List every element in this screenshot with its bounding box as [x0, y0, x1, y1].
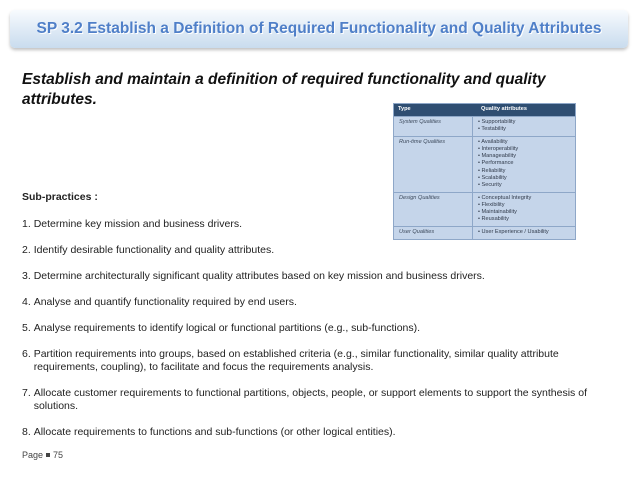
table-header-attributes: Quality attributes — [481, 106, 528, 113]
subpractices-section — [22, 191, 622, 452]
subpractice-item — [22, 244, 622, 257]
subpractice-text: Identify desirable functionality and quality attributes. — [33, 244, 275, 256]
attribute-item: • Performance — [478, 160, 575, 167]
subpractice-item — [22, 387, 622, 413]
slide-title: SP 3.2 Establish a Definition of Required Functionality and Quality Attributes — [36, 20, 602, 37]
attribute-item: • Manageability — [478, 153, 575, 160]
subpractice-item — [22, 348, 622, 374]
subpractice-text: Allocate customer requirements to functional partitions, objects, people, or support elements to support the synthesis of solutions. — [33, 387, 587, 412]
attribute-item: • Scalability — [478, 175, 575, 182]
attribute-item: • Conceptual Integrity — [478, 195, 575, 202]
subpractice-item — [22, 322, 622, 335]
subpractice-text: Determine key mission and business drivers. — [33, 218, 243, 230]
subpractice-text: Partition requirements into groups, based on established criteria (e.g., similar functionality, similar quality attribute requirements, coupling), to facilitate and focus the requirements analysis. — [33, 348, 559, 373]
subpractices-title: Sub-practices : — [22, 191, 98, 203]
table-cell-type: User Qualities — [394, 227, 473, 239]
subpractice-number: 7. — [22, 387, 31, 399]
table-cell-type: Design Qualities — [394, 193, 473, 226]
subpractice-text: Determine architecturally significant quality attributes based on key mission and business drivers. — [33, 270, 485, 282]
subpractice-number: 4. — [22, 296, 31, 308]
attribute-item: • Availability — [478, 139, 575, 146]
table-header-type: Type — [398, 106, 411, 113]
table-row — [394, 136, 575, 192]
subpractice-number: 2. — [22, 244, 31, 256]
table-cell-type: System Qualities — [394, 117, 473, 136]
subpractice-number: 1. — [22, 218, 31, 230]
attribute-item: • Maintainability — [478, 209, 575, 216]
attribute-item: • Interoperability — [478, 146, 575, 153]
attribute-item: • Supportability — [478, 119, 575, 126]
slide-heading: Establish and maintain a definition of required functionality and quality attributes. — [22, 71, 546, 108]
subpractice-text: Analyse requirements to identify logical or functional partitions (e.g., sub-functions). — [33, 322, 421, 334]
subpractice-text: Analyse and quantify functionality required by end users. — [33, 296, 297, 308]
subpractice-item — [22, 218, 622, 231]
bullet-square-icon — [46, 453, 50, 457]
subpractice-number: 8. — [22, 426, 31, 438]
slide-title-bar — [10, 10, 628, 48]
subpractice-number: 5. — [22, 322, 31, 334]
table-cell-attributes — [473, 117, 575, 136]
footer-page-number: 75 — [53, 450, 64, 460]
table-header — [394, 104, 575, 116]
footer-page-label: Page — [22, 450, 44, 460]
table-cell-attributes — [473, 137, 575, 192]
table-row — [394, 116, 575, 136]
subpractice-number: 6. — [22, 348, 31, 360]
subpractice-number: 3. — [22, 270, 31, 282]
attribute-item: • Security — [478, 182, 575, 189]
attribute-item: • Reusability — [478, 216, 575, 223]
table-cell-type: Run-time Qualities — [394, 137, 473, 192]
attribute-item: • Flexibility — [478, 202, 575, 209]
subpractice-item — [22, 270, 622, 283]
attribute-item: • User Experience / Usability — [478, 229, 575, 236]
subpractice-text: Allocate requirements to functions and sub-functions (or other logical entities). — [33, 426, 396, 438]
subpractice-item — [22, 426, 622, 439]
attribute-item: • Reliability — [478, 168, 575, 175]
attribute-item: • Testability — [478, 126, 575, 133]
page-footer — [22, 450, 63, 460]
subpractice-item — [22, 296, 622, 309]
